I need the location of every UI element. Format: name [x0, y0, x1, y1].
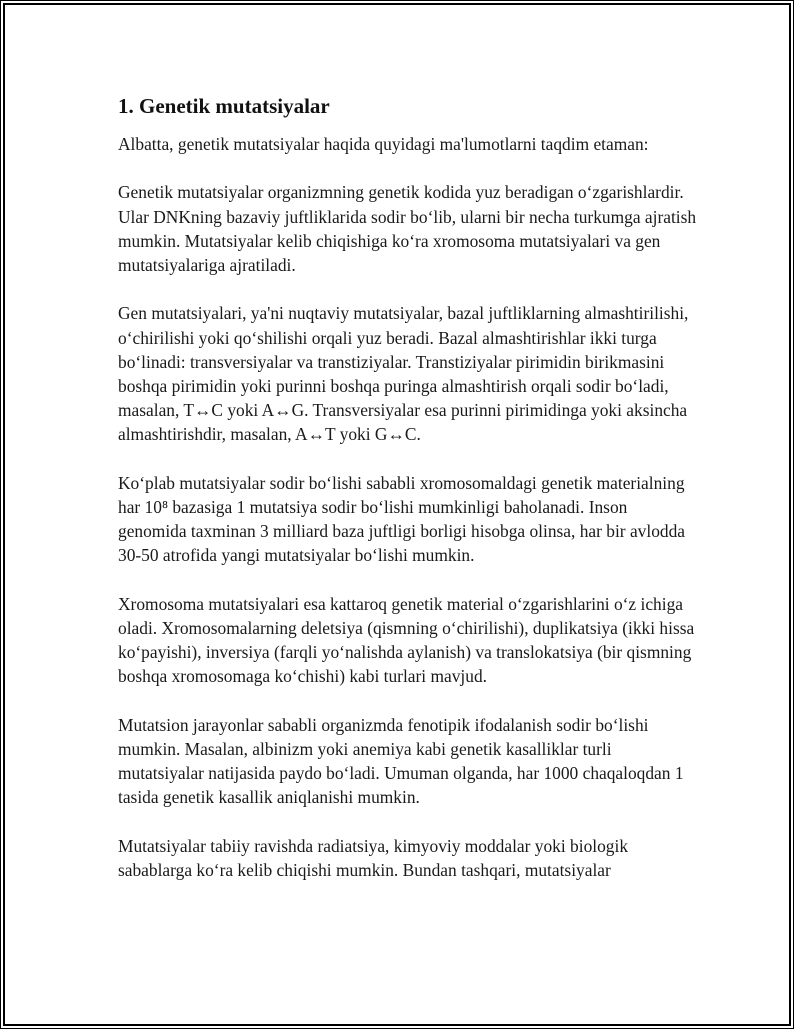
paragraph-mutation-rate: Ko‘plab mutatsiyalar sodir bo‘lishi sababli xromosomaldagi genetik materialning har 10⁸ bazasiga 1 mutatsiya sodir bo‘lishi mumkinligi baholanadi. Inson genomida taxminan 3 milliard baza juftligi borligi hisobga olinsa, har bir avlodda 30-50 atrofida yangi mutatsiyalar bo‘lishi mumkin. — [118, 472, 685, 566]
paragraph-gene-mutations: Gen mutatsiyalari, ya'ni nuqtaviy mutatsiyalar, bazal juftliklarning almashtirilishi, o‘chirilishi yoki qo‘shilishi orqali yuz beradi. Bazal almashtirishlar ikki turga bo‘linadi: transversiyalar va transtiziyalar. Transtiziyalar pirimidin birikmasini boshqa pirimidin yoki purinni boshqa puringa almashtirish orqali sodir bo‘ladi, masalan, T↔C yoki A↔G. Transversiyalar esa purinni pirimidinga yoki aksincha almashtirishdir, masalan, A↔T yoki G↔C. — [118, 303, 689, 445]
paragraph-chromosome-mutations: Xromosoma mutatsiyalari esa kattaroq genetik material o‘zgarishlarini o‘z ichiga oladi. Xromosomalarning deletsiya (qismning o‘chirilishi), duplikatsiya (ikki hissa ko‘payishi), inversiya (farqli yo‘nalishda aylanish) va translokatsiya (bir qismning boshqa xromosomaga ko‘chishi) kabi turlari mavjud. — [118, 593, 695, 687]
paragraph-causes: Mutatsiyalar tabiiy ravishda radiatsiya, kimyoviy moddalar yoki biologik sabablarga ko‘ra kelib chiqishi mumkin. Bundan tashqari, mutatsiyalar — [118, 835, 629, 880]
paragraph-phenotype: Mutatsion jarayonlar sababli organizmda fenotipik ifodalanish sodir bo‘lishi mumkin. Masalan, albinizm yoki anemiya kabi genetik kasalliklar turli mutatsiyalar natijasida paydo bo‘ladi. Umuman olganda, har 1000 chaqaloqdan 1 tasida genetik kasallik aniqlanishi mumkin. — [118, 714, 684, 808]
paragraph-intro: Albatta, genetik mutatsiyalar haqida quyidagi ma'lumotlarni taqdim etaman: — [118, 134, 649, 154]
document-body — [118, 92, 698, 906]
document-title: 1. Genetik mutatsiyalar — [118, 94, 330, 118]
paragraph-definition: Genetik mutatsiyalar organizmning genetik kodida yuz beradigan o‘zgarishlardir. Ular DNKning bazaviy juftliklarida sodir bo‘lib, ularni bir necha turkumga ajratish mumkin. Mutatsiyalar kelib chiqishiga ko‘ra xromosoma mutatsiyalari va gen mutatsiyalariga ajratiladi. — [118, 182, 697, 275]
